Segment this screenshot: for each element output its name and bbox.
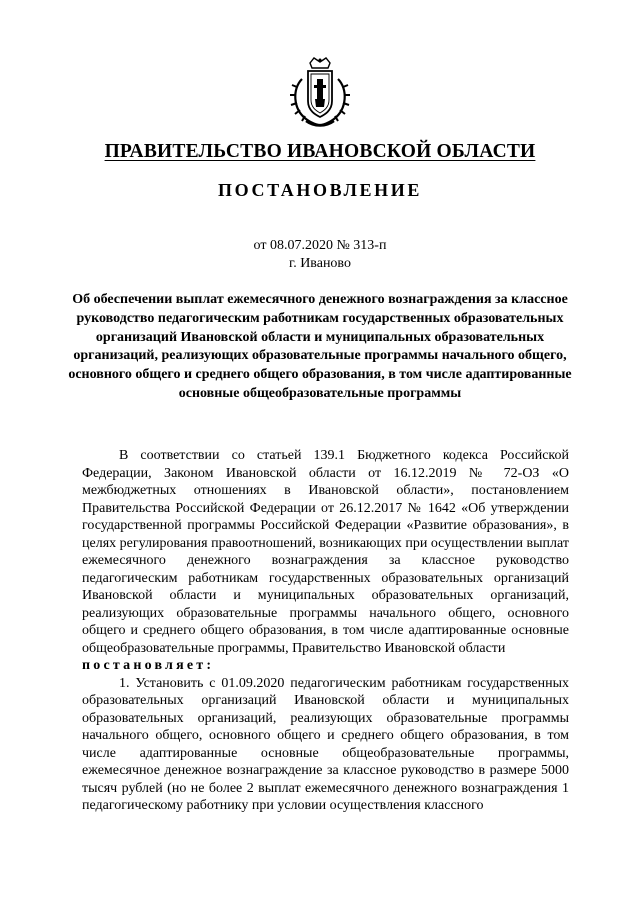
document-type: ПОСТАНОВЛЕНИЕ [218, 180, 422, 200]
date-and-place [0, 237, 640, 273]
government-name [0, 141, 640, 163]
document-body [82, 447, 569, 815]
resolves-keyword: постановляет: [82, 658, 215, 673]
document-title: Об обеспечении выплат ежемесячного денежного вознаграждения за классное руководство педагогическим работникам государственных образовательных организаций Ивановской области и муниципальных образовательных организаций, реализующих образовательные программы начального общего, основного общего и среднего общего образования, в том числе адаптированные основные общеобразовательные программы [68, 292, 572, 401]
city: г. Иваново [289, 256, 351, 271]
preamble-paragraph: В соответствии со статьей 139.1 Бюджетного кодекса Российской Федерации, Законом Ивановской области от 16.12.2019 № 72-ОЗ «О межбюджетных отношениях в Ивановской области», постановлением Правительства Российской Федерации от 26.12.2017 № 1642 «Об утверждении государственной программы Российской Федерации «Развитие образования», в целях регулирования правоотношений, возникающих при осуществлении выплат ежемесячного денежного вознаграждения за классное руководство педагогическим работникам государственных образовательных организаций Ивановской области и муниципальных образовательных организаций, реализующих образовательные программы начального общего, основного общего и среднего общего образования, в том числе адаптированные основные общеобразовательные программы, Правительство Ивановской области [82, 448, 569, 656]
coat-of-arms-emblem [288, 57, 352, 129]
date-number: от 08.07.2020 № 313-п [253, 238, 387, 253]
item-1-paragraph: 1. Установить с 01.09.2020 педагогическим работникам государственных образовательных организаций Ивановской области и муниципальных образовательных организаций, реализующих образовательные программы начального общего, основного общего и среднего общего образования, в том числе адаптированные основные общеобразовательные программы, ежемесячное денежное вознаграждение за классное руководство в размере 5000 тысяч рублей (но не более 2 выплат ежемесячного денежного вознаграждения 1 педагогическому работнику при условии осуществления классного [82, 675, 569, 813]
government-name-text: ПРАВИТЕЛЬСТВО ИВАНОВСКОЙ ОБЛАСТИ [104, 141, 536, 162]
